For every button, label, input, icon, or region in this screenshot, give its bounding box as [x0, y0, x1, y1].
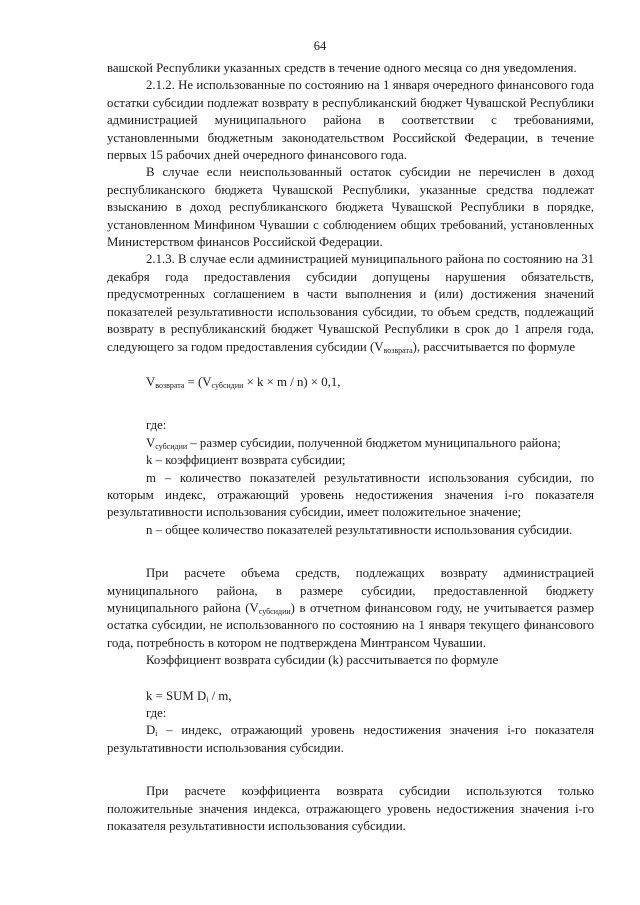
formula-text: = (V: [184, 374, 212, 389]
formula-text: × k × m / n) × 0,1,: [243, 374, 341, 389]
definition-n: n – общее количество показателей результативности использования субсидии.: [146, 522, 573, 537]
subscript: возврата: [383, 345, 413, 355]
subscript: субсидии: [155, 441, 188, 451]
definition-v-subsidy: [107, 435, 594, 452]
where-label: где:: [146, 706, 167, 720]
paragraph-text: ) в отчетном финансовом году, не учитывается размер остатка субсидии, не использованного по состоянию на 1 января текущего финансового года, потребность в котором не подтверждена Минтрансом Чувашии.: [107, 600, 594, 650]
page-body: [107, 60, 594, 835]
page-number: 64: [313, 39, 327, 53]
paragraph-text: 2.1.3. В случае если администрацией муниципального района по состоянию на 31 декабря года предоставления субсидии допущены нарушения обязательств, предусмотренных соглашением в части выполнения и (или) достижения значений показателей результативности использования субсидии, то объем средств, подлежащий возврату в республиканский бюджет Чувашской Республики в срок до 1 апреля года, следующего за годом предоставления субсидии (V: [107, 252, 594, 354]
paragraph-coefficient-intro: Коэффициент возврата субсидии (k) рассчитывается по формуле: [146, 653, 499, 668]
definition-m: m – количество показателей результативности использования субсидии, по которым индекс, отражающий уровень недостижения значения i-го показателя результативности использования субсидии, имеет положительное значение;: [107, 470, 594, 520]
paragraph-2-1-3: [107, 251, 594, 355]
definition-text: – индекс, отражающий уровень недостижения значения i-го показателя результативности использования субсидии.: [107, 723, 594, 755]
definition-text: – размер субсидии, полученной бюджетом муниципального района;: [187, 435, 561, 450]
paragraph-calculation-note: [107, 565, 594, 652]
paragraph-unspent-balance: В случае если неиспользованный остаток субсидии не перечислен в доход республиканского бюджета Чувашской Республики, указанные средства подлежат взысканию в доход республиканского бюджета Чувашской Республики в порядке, установленном Минфином Чувашии с соблюдением общих требований, установленных Министерством финансов Российской Федерации.: [107, 165, 594, 250]
subscript: i: [206, 694, 209, 704]
subscript: субсидии: [258, 606, 291, 616]
paragraph-2-1-2: 2.1.2. Не использованные по состоянию на 1 января очередного финансового года остатки субсидии подлежат возврату в республиканский бюджет Чувашской Республики администрацией муниципального района в соответствии с требованиями, установленными бюджетным законодательством Российской Федерации, в течение первых 15 рабочих дней очередного финансового года.: [107, 78, 594, 163]
formula-coefficient: [107, 688, 594, 705]
subscript: i: [155, 729, 158, 739]
paragraph-text: При расчете объема средств, подлежащих возврату администрацией муниципального района, в размере субсидии, предоставленной бюджету муниципального района (V: [107, 566, 594, 615]
paragraph-positive-values: При расчете коэффициента возврата субсидии используются только положительные значения индекса, отражающего уровень недостижения значения i-го показателя результативности использования субсидии.: [107, 784, 594, 834]
paragraph-continuation: вашской Республики указанных средств в течение одного месяца со дня уведомления.: [107, 61, 577, 75]
subscript: субсидии: [211, 380, 244, 390]
where-label: где:: [146, 418, 167, 433]
definition-d: [107, 722, 594, 757]
formula-symbol: D: [146, 723, 156, 738]
formula-text: k = SUM D: [146, 688, 207, 703]
definition-k: k – коэффициент возврата субсидии;: [146, 453, 346, 468]
formula-text: / m,: [208, 688, 232, 703]
formula-symbol: V: [146, 435, 156, 450]
paragraph-text: ), рассчитывается по формуле: [412, 339, 576, 354]
formula-symbol: V: [146, 374, 156, 389]
formula-return-amount: [107, 374, 594, 391]
subscript: возврата: [155, 380, 185, 390]
